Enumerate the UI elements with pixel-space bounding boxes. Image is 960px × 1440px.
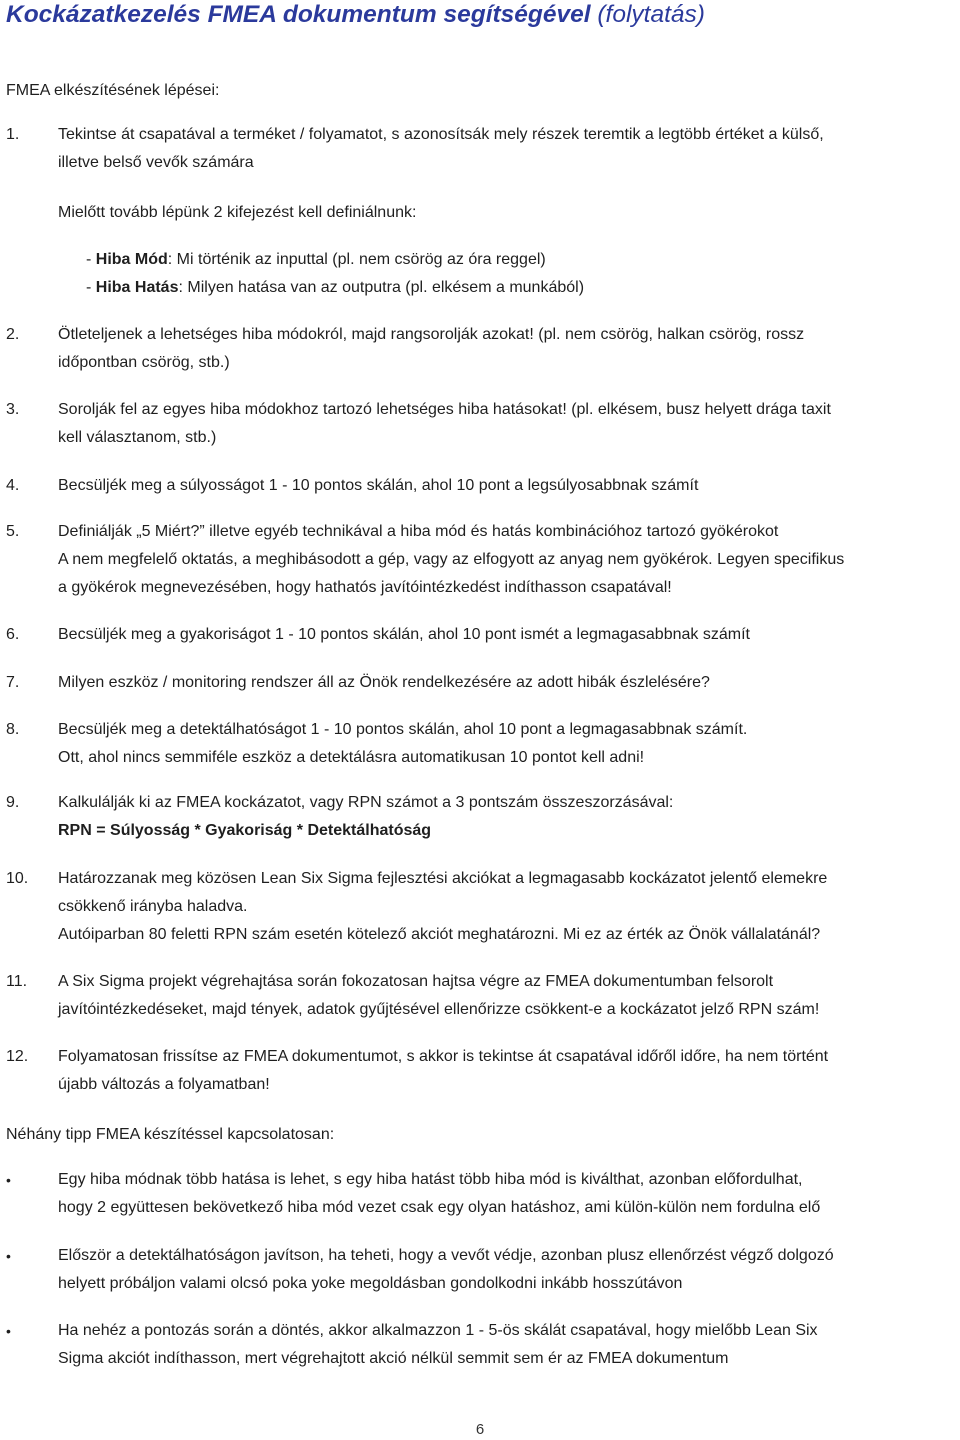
tip-text bbox=[58, 1166, 954, 1222]
definition-failure-mode bbox=[86, 250, 546, 270]
step-12 bbox=[6, 1043, 954, 1099]
step-line: Folyamatosan frissítse az FMEA dokumentumot, s akkor is tekintse át csapatával időről időre, ha nem történt bbox=[58, 1048, 829, 1065]
bullet-icon: • bbox=[6, 1248, 11, 1264]
step-number: 2. bbox=[6, 326, 20, 343]
step-number: 12. bbox=[6, 1048, 29, 1065]
step-text bbox=[58, 321, 954, 377]
step-line: Milyen eszköz / monitoring rendszer áll az Önök rendelkezésére az adott hibák észlelésére? bbox=[58, 674, 710, 691]
step-line: Autóiparban 80 feletti RPN szám esetén kötelező akciót meghatározni. Mi ez az érték az Önök vállalatánál? bbox=[58, 926, 821, 943]
step-number: 1. bbox=[6, 126, 20, 143]
step-line: A Six Sigma projekt végrehajtása során fokozatosan hajtsa végre az FMEA dokumentumban felsorolt bbox=[58, 973, 774, 990]
bullet-icon: • bbox=[6, 1323, 11, 1339]
step-line: Kalkulálják ki az FMEA kockázatot, vagy RPN számot a 3 pontszám összeszorzásával: bbox=[58, 794, 674, 811]
step-text bbox=[58, 518, 954, 602]
definitions-intro: Mielőtt tovább lépünk 2 kifejezést kell definiálnunk: bbox=[58, 204, 417, 221]
bullet-icon: • bbox=[6, 1172, 11, 1188]
step-line: Becsüljék meg a gyakoriságot 1 - 10 pontos skálán, ahol 10 pont ismét a legmagasabbnak számít bbox=[58, 626, 750, 643]
step-9 bbox=[6, 789, 954, 845]
step-number: 7. bbox=[6, 674, 20, 691]
tip-line: Sigma akciót indíthasson, mert végrehajtott akció nélkül semmit sem ér az FMEA dokumentum bbox=[58, 1350, 729, 1367]
step-number: 8. bbox=[6, 721, 20, 738]
definition-dash: - bbox=[86, 251, 96, 268]
step-line: Ötleteljenek a lehetséges hiba módokról, majd rangsorolják azokat! (pl. nem csörög, halkan csörög, rossz bbox=[58, 326, 805, 343]
definition-text: : Milyen hatása van az outputra (pl. elkésem a munkából) bbox=[178, 279, 585, 296]
tip-line: Egy hiba módnak több hatása is lehet, s egy hiba hatást több hiba mód is kiválthat, azonban előfordulhat, bbox=[58, 1171, 803, 1188]
tips-heading: Néhány tipp FMEA készítéssel kapcsolatosan: bbox=[6, 1126, 335, 1143]
step-5 bbox=[6, 518, 954, 602]
step-line: újabb változás a folyamatban! bbox=[58, 1076, 270, 1093]
step-text bbox=[58, 716, 954, 772]
definition-failure-effect bbox=[86, 278, 584, 298]
step-10 bbox=[6, 865, 954, 949]
definition-text: : Mi történik az inputtal (pl. nem csörög az óra reggel) bbox=[167, 251, 546, 268]
step-line: kell választanom, stb.) bbox=[58, 429, 217, 446]
steps-intro: FMEA elkészítésének lépései: bbox=[6, 82, 220, 99]
definition-term: Hiba Hatás bbox=[95, 279, 179, 296]
step-text bbox=[58, 621, 954, 649]
step-line: Határozzanak meg közösen Lean Six Sigma fejlesztési akciókat a legmagasabb kockázatot jelentő elemekre bbox=[58, 870, 828, 887]
step-8 bbox=[6, 716, 954, 772]
step-line: csökkenő irányba haladva. bbox=[58, 898, 248, 915]
rpn-formula: RPN = Súlyosság * Gyakoriság * Detektálhatóság bbox=[58, 822, 432, 839]
step-line: A nem megfelelő oktatás, a meghibásodott a gép, vagy az elfogyott az anyag nem gyökérok. Legyen specifikus bbox=[58, 551, 845, 568]
tip-line: Először a detektálhatóságon javítson, ha teheti, hogy a vevőt védje, azonban plusz ellenőrzést végző dolgozó bbox=[58, 1247, 834, 1264]
step-line: Tekintse át csapatával a terméket / folyamatot, s azonosítsák mely részek teremtik a legtöbb értéket a külső, bbox=[58, 126, 824, 143]
step-text bbox=[58, 121, 954, 177]
step-4 bbox=[6, 472, 954, 500]
step-1 bbox=[6, 121, 954, 177]
page-title-main: Kockázatkezelés FMEA dokumentum segítségével bbox=[6, 1, 591, 28]
step-text bbox=[58, 865, 954, 949]
step-number: 5. bbox=[6, 523, 20, 540]
tip-line: helyett próbáljon valami olcsó poka yoke megoldásban gondolkodni inkább hosszútávon bbox=[58, 1275, 683, 1292]
tip-text bbox=[58, 1242, 954, 1298]
step-line: javítóintézkedéseket, majd tények, adatok gyűjtésével ellenőrizze csökkent-e a kockázatot jelző RPN szám! bbox=[58, 1001, 820, 1018]
step-text bbox=[58, 472, 954, 500]
step-line: Ott, ahol nincs semmiféle eszköz a detektálásra automatikusan 10 pontot kell adni! bbox=[58, 749, 645, 766]
step-line: időpontban csörög, stb.) bbox=[58, 354, 230, 371]
step-text bbox=[58, 669, 954, 697]
tip-line: hogy 2 együttesen bekövetkező hiba mód vezet csak egy olyan hatáshoz, ami külön-külön nem fordulna elő bbox=[58, 1199, 821, 1216]
tip-2 bbox=[6, 1242, 954, 1298]
step-number: 11. bbox=[6, 973, 28, 990]
step-text bbox=[58, 789, 954, 845]
page-title bbox=[6, 0, 705, 30]
definition-term: Hiba Mód bbox=[95, 251, 168, 268]
step-number: 6. bbox=[6, 626, 20, 643]
tip-3 bbox=[6, 1317, 954, 1373]
step-3 bbox=[6, 396, 954, 452]
step-line: Becsüljék meg a detektálhatóságot 1 - 10 pontos skálán, ahol 10 pont a legmagasabbnak számít. bbox=[58, 721, 748, 738]
step-6 bbox=[6, 621, 954, 649]
tip-1 bbox=[6, 1166, 954, 1222]
step-line: Sorolják fel az egyes hiba módokhoz tartozó lehetséges hiba hatásokat! (pl. elkésem, busz helyett drága taxit bbox=[58, 401, 831, 418]
step-2 bbox=[6, 321, 954, 377]
step-7 bbox=[6, 669, 954, 697]
step-11 bbox=[6, 968, 954, 1024]
step-line: Becsüljék meg a súlyosságot 1 - 10 pontos skálán, ahol 10 pont a legsúlyosabbnak számít bbox=[58, 477, 699, 494]
step-text bbox=[58, 968, 954, 1024]
step-line: a gyökérok megnevezésében, hogy hathatós javítóintézkedést indíthasson csapatával! bbox=[58, 579, 672, 596]
step-line: illetve belső vevők számára bbox=[58, 154, 254, 171]
tip-text bbox=[58, 1317, 954, 1373]
step-number: 10. bbox=[6, 870, 29, 887]
step-number: 9. bbox=[6, 794, 20, 811]
step-text bbox=[58, 396, 954, 452]
step-line: Definiálják „5 Miért?” illetve egyéb technikával a hiba mód és hatás kombinációhoz tartozó gyökérokot bbox=[58, 523, 779, 540]
step-number: 4. bbox=[6, 477, 20, 494]
page-title-subtitle: (folytatás) bbox=[597, 1, 705, 28]
step-text bbox=[58, 1043, 954, 1099]
page-number: 6 bbox=[475, 1421, 485, 1438]
step-number: 3. bbox=[6, 401, 20, 418]
definition-dash: - bbox=[86, 279, 96, 296]
tip-line: Ha nehéz a pontozás során a döntés, akkor alkalmazzon 1 - 5-ös skálát csapatával, hogy mielőbb Lean Six bbox=[58, 1322, 818, 1339]
